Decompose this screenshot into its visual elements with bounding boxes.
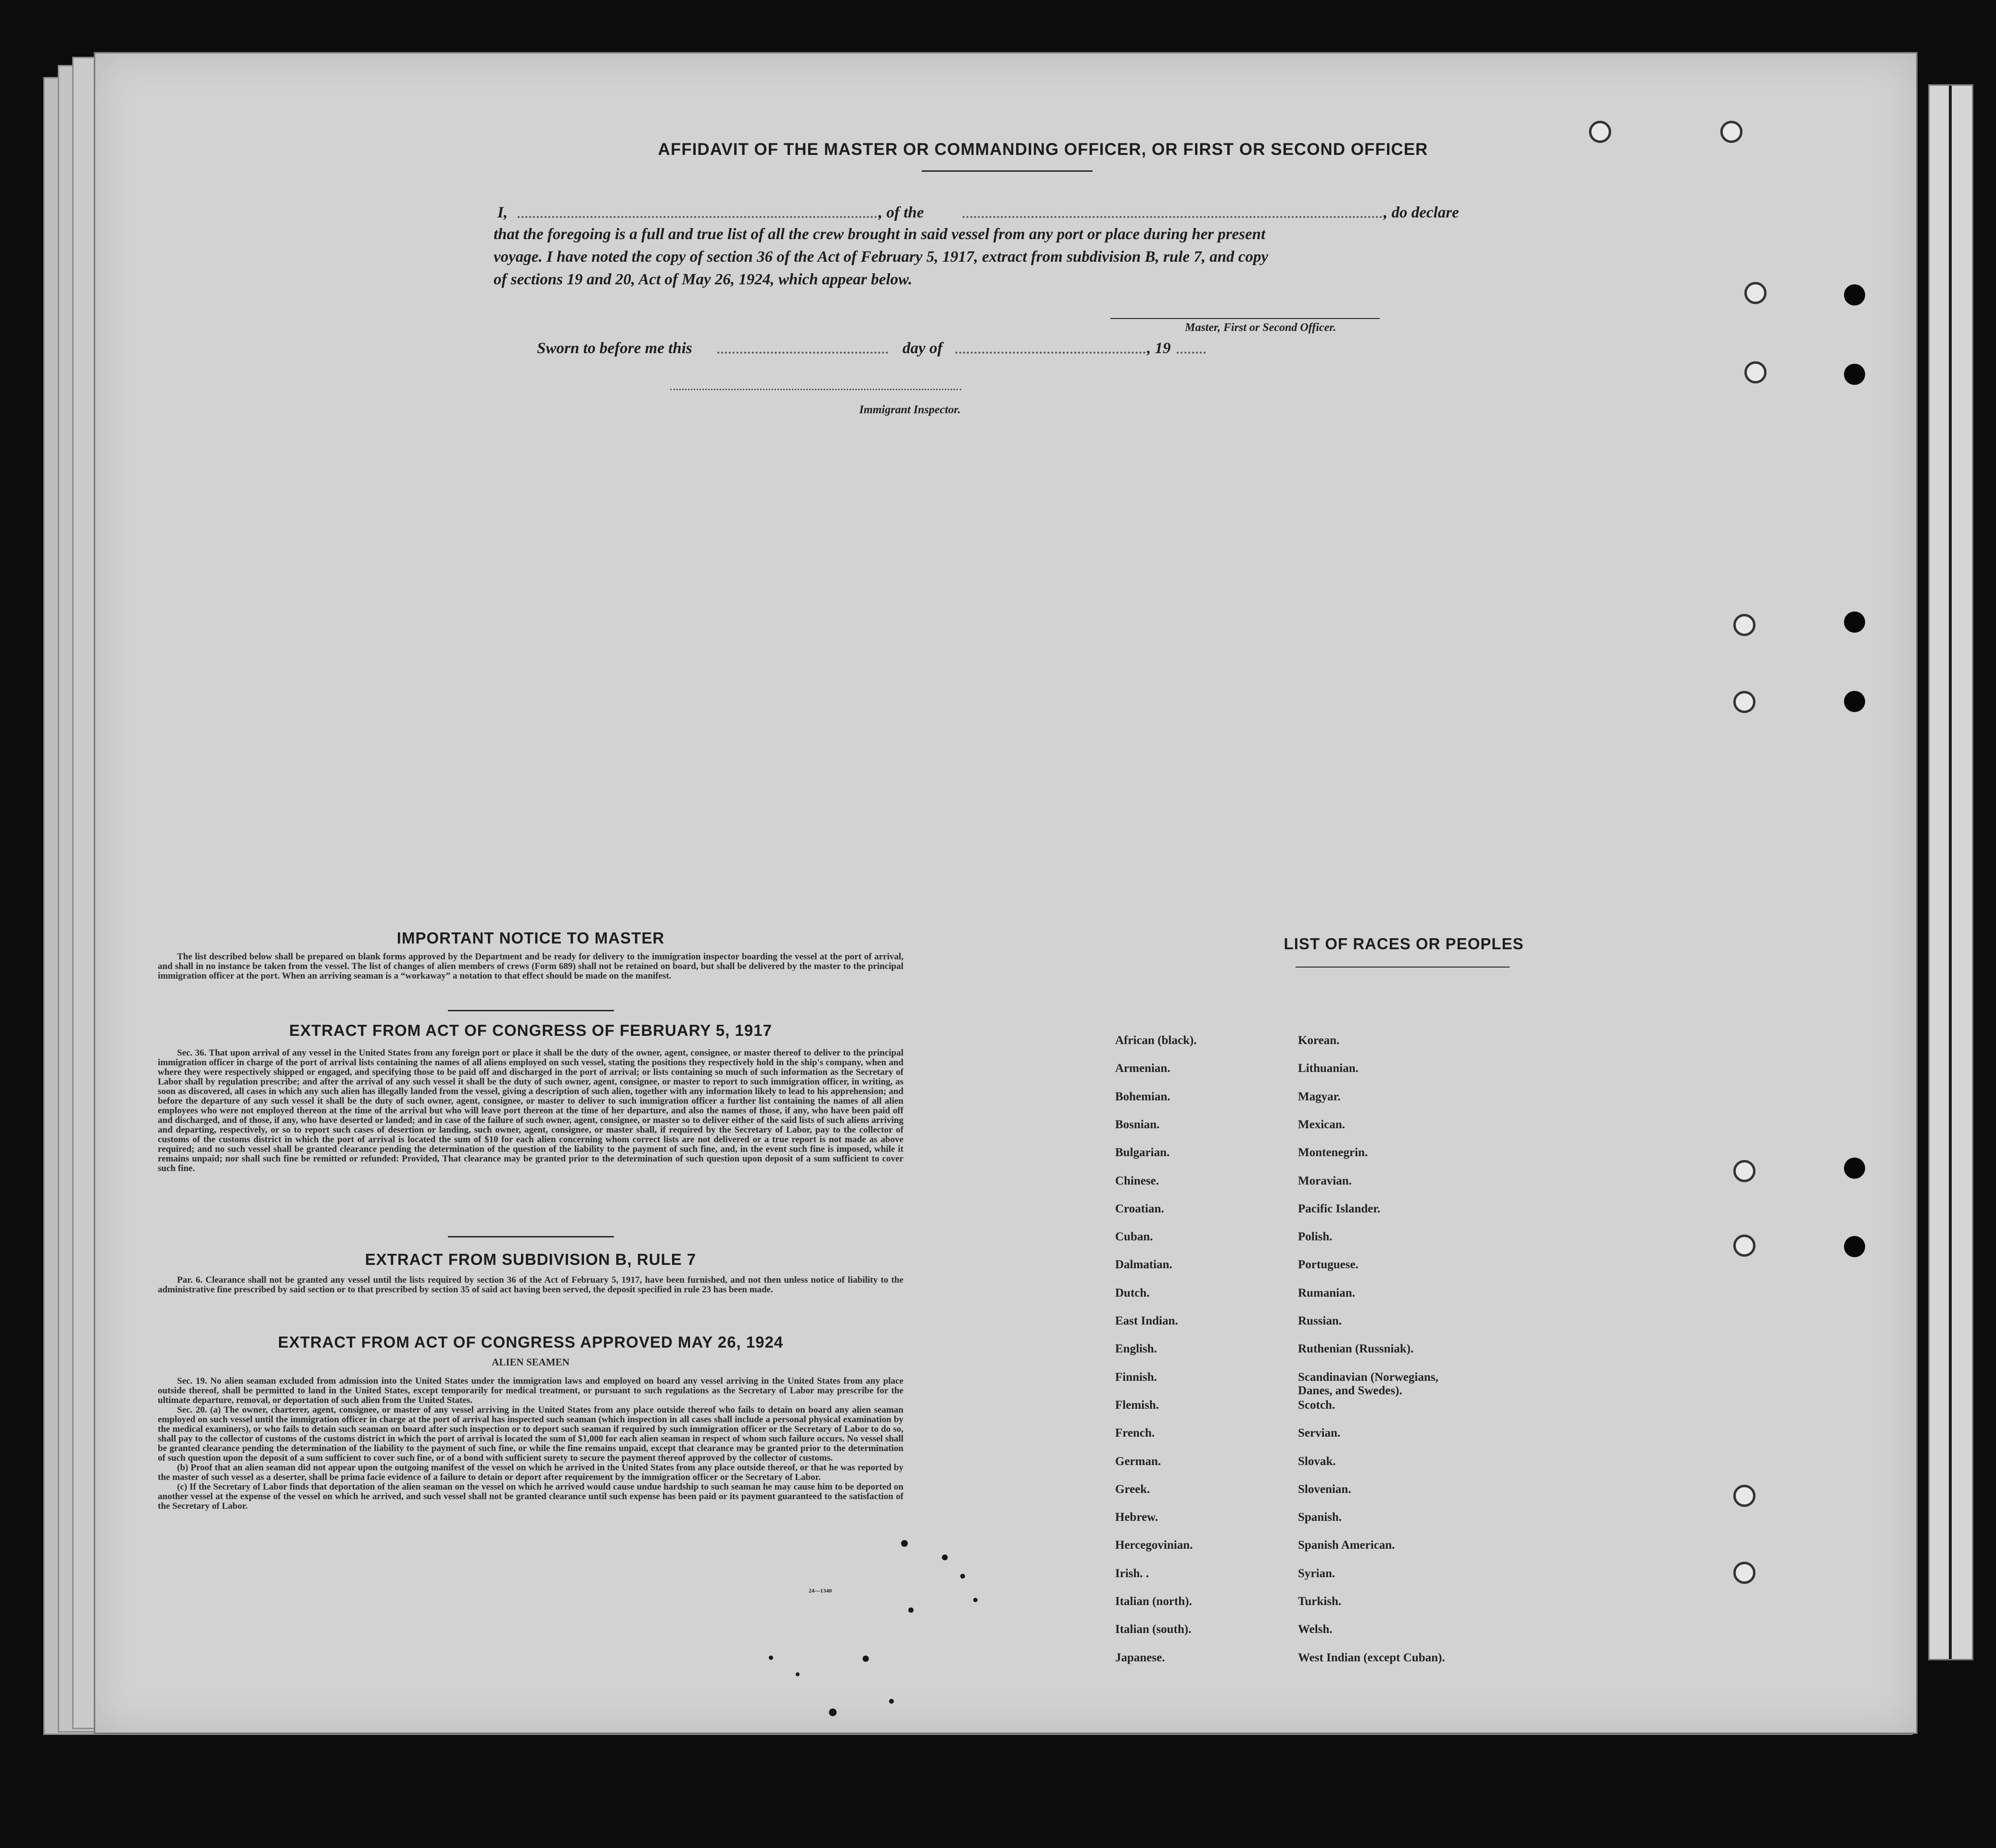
race-item: Spanish. [1298,1511,1342,1524]
race-item: Bohemian. [1115,1090,1170,1103]
sec19-text: Sec. 19. No alien seaman excluded from admission into the United States under the immigration laws and employed on board any vessel arriving in the United States from any place outside thereof, shall be permitted to land in the United States, except temporarily for medical treatment, or pursuant to such regulations as the Secretary of Labor may prescribe for the ultimate departure, removal, or deportation of such alien from the United States. [158,1376,903,1405]
inspector-signature-line[interactable] [670,389,961,390]
race-item: Russian. [1298,1314,1342,1327]
binder-hole [1844,612,1865,633]
extract-1917-title: EXTRACT FROM ACT OF CONGRESS OF FEBRUARY 5, 1917 [289,1021,772,1039]
race-item: Hebrew. [1115,1511,1158,1524]
races-title: LIST OF RACES OR PEOPLES [1284,935,1524,953]
race-item: Finnish. [1115,1370,1157,1384]
binder-hole [1844,691,1865,712]
rule7-text: Par. 6. Clearance shall not be granted any vessel until the lists required by section 36 of the Act of February 5, 1917, have been furnished, and not then unless notice of liability to the administrative fine prescribed by said section or to that prescribed by section 35 of said act having been served, the deposit specified in rule 23 has been made. [158,1275,903,1295]
ink-spot [889,1699,894,1704]
name-blank[interactable] [518,216,881,218]
notice-text: The list described below shall be prepared on blank forms approved by the Department and be ready for delivery to the immigration inspector boarding the vessel at the port of arrival, and shall in no instance be taken from the vessel. The list of changes of alien members of crews (Form 689) shall not be retained on board, but shall be delivered by the master to the principal immigration officer at the port. When an arriving seaman is a “workaway” a notation to that effect should be made on the manifest. [158,952,903,981]
race-item: Korean. [1298,1034,1340,1047]
ink-spot [973,1598,978,1602]
race-item: Ruthenian (Russniak). [1298,1342,1414,1356]
binder-strip [1928,84,1973,1660]
race-item: Cuban. [1115,1230,1153,1244]
month-blank[interactable] [955,352,1145,354]
extract-1917-body [158,1048,903,1173]
ink-spot [960,1574,965,1579]
race-item: Mexican. [1298,1118,1345,1131]
year-label: , 19 [1147,340,1171,357]
race-item: Irish. . [1115,1567,1149,1580]
extract-1924-body [158,1376,903,1511]
affidavit-title: AFFIDAVIT OF THE MASTER OR COMMANDING OFFICER, OR FIRST OR SECOND OFFICER [658,140,1428,159]
manifest-page [94,52,1918,1734]
extract-1924-title: EXTRACT FROM ACT OF CONGRESS APPROVED MAY 26, 1924 [278,1333,784,1351]
vessel-blank[interactable] [963,216,1386,218]
race-item: West Indian (except Cuban). [1298,1651,1445,1664]
day-blank[interactable] [717,352,888,354]
race-item: African (black). [1115,1034,1197,1047]
race-item: Syrian. [1298,1567,1335,1580]
notice-body [158,952,903,981]
binder-strip-edge [1949,86,1952,1659]
race-item: Dalmatian. [1115,1258,1172,1272]
ink-spot [942,1555,948,1560]
binder-hole [1733,691,1755,713]
race-item: Slovenian. [1298,1482,1351,1496]
race-item: English. [1115,1342,1157,1356]
race-item: Armenian. [1115,1062,1170,1075]
race-item: Turkish. [1298,1595,1342,1608]
race-item: Rumanian. [1298,1286,1355,1300]
form-number: 24—1340 [809,1587,832,1594]
race-item: Bosnian. [1115,1118,1160,1131]
ink-spot [908,1607,914,1613]
binder-hole [1844,364,1865,385]
binder-hole [1720,121,1742,143]
of-the-label: , of the [878,204,924,221]
binder-hole [1733,1235,1755,1257]
races-underline [1296,967,1510,968]
title-underline [922,170,1093,172]
race-item: Portuguese. [1298,1258,1359,1272]
binder-hole [1744,282,1767,304]
extract-1917-divider [448,1236,614,1237]
notice-divider [448,1010,614,1011]
binder-hole [1733,1562,1755,1584]
race-item: Bulgarian. [1115,1146,1170,1160]
sec20a-text: Sec. 20. (a) The owner, charterer, agent, consignee, or master of any vessel arriving in the United States from any place outside thereof who fails to detain on board any alien seaman employed on such vessel until the immigration officer in charge at the port of arrival has inspected such seaman (which inspection in all cases shall include a personal physical examination by the medical examiners), or who fails to detain such seaman on board after such inspection or to deport such seaman if required by such immigration officer or the Secretary of Labor to do so, shall pay to the collector of customs of the customs district in which the port of arrival is located the sum of $1,000 for each alien seaman in respect of whom such failure occurs. No vessel shall be granted clearance pending the determination of the liability to the payment of such fine, or while the fine remains unpaid, except that clearance may be granted prior to the determination of such question upon the deposit of a sum sufficient to cover such fine, or of a bond with sufficient surety to secure the payment thereof approved by the collector of customs. [158,1405,903,1463]
ink-spot [829,1708,837,1716]
sec20b-text: (b) Proof that an alien seaman did not appear upon the outgoing manifest of the vessel on which he arrived in the United States from any place outside thereof, or that he was reported by the master of such vessel as a deserter, shall be prima facie evidence of a failure to detain or deport after requirement by the immigration officer or the Secretary of Labor. [158,1463,903,1482]
master-label: Master, First or Second Officer. [1185,321,1336,334]
year-blank[interactable] [1177,352,1206,354]
extract-1917-text: Sec. 36. That upon arrival of any vessel in the United States from any foreign port or place it shall be the duty of the owner, agent, consignee, or master thereof to deliver to the principal immigration officer in charge of the port of arrival lists containing the names of all aliens employed on such vessel, stating the positions they respectively hold in the ship's company, when and where they were respectively shipped or engaged, and specifying those to be paid off and discharged in the port of arrival; or lists containing so much of such information as the Secretary of Labor shall by regulation prescribe; and after the arrival of any such vessel it shall be the duty of such owner, agent, consignee, or master to report to such immigration officer, in writing, as soon as discovered, all cases in which any such alien has illegally landed from the vessel, giving a description of such alien, together with any information likely to lead to his apprehension; and before the departure of any such vessel it shall be the duty of such owner, agent, consignee, or master to deliver to such immigration officer a further list containing the names of all alien employees who were not employed thereon at the time of the arrival but who will leave port thereon at the time of her departure, and also the names of those, if any, who have been paid off and discharged, and of those, if any, who have deserted or landed; and in case of the failure of such owner, agent, consignee, or master so to deliver either of the said lists of such aliens arriving and departing, respectively, or so to report such cases of desertion or landing, such owner, agent, consignee, or master shall, if required by the Secretary of Labor, pay to the collector of customs of the customs district in which the port of arrival is located the sum of $10 for each alien concerning whom correct lists are not delivered or a true report is not made as above required; and no such vessel shall be granted clearance pending the determination of the question of the liability to the payment of such fine, and, in the event such fine is imposed, while it remains unpaid; nor shall such fine be remitted or refunded: Provided, That clearance may be granted prior to the determination of such question upon deposit of a sum sufficient to cover such fine. [158,1048,903,1173]
race-item: Magyar. [1298,1090,1341,1103]
binder-hole [1733,614,1755,636]
race-item: Pacific Islander. [1298,1202,1381,1215]
ink-spot [901,1540,908,1547]
binder-hole [1589,121,1611,143]
affidavit-line-3: voyage. I have noted the copy of section 36 of the Act of February 5, 1917, extract from subdivision B, rule 7, and copy [494,248,1269,266]
race-item: Dutch. [1115,1286,1150,1300]
rule7-body [158,1275,903,1295]
race-item: French. [1115,1427,1155,1440]
affidavit-line-1 [494,202,1509,226]
binder-hole [1733,1160,1755,1182]
sworn-label: Sworn to before me this [537,340,692,357]
rule7-title: EXTRACT FROM SUBDIVISION B, RULE 7 [365,1250,697,1268]
race-item: Polish. [1298,1230,1333,1244]
race-item: Scotch. [1298,1398,1335,1412]
race-item: Greek. [1115,1482,1150,1496]
binder-hole [1844,1236,1865,1257]
race-item: German. [1115,1454,1161,1468]
alien-seamen-subtitle: ALIEN SEAMEN [492,1356,570,1368]
race-item: Lithuanian. [1298,1062,1359,1075]
race-item: Italian (north). [1115,1595,1192,1608]
race-item: Welsh. [1298,1623,1333,1636]
race-item: Moravian. [1298,1174,1352,1187]
sec20c-text: (c) If the Secretary of Labor finds that deportation of the alien seaman on the vessel on which he arrived would cause undue hardship to such seaman he may cause him to be deported on another vessel at the expense of the vessel on which he arrived, and such vessel shall not be granted clearance until such expense has been paid or its payment guaranteed to the satisfaction of the Secretary of Labor. [158,1482,903,1511]
race-item: Croatian. [1115,1202,1164,1215]
race-item: Montenegrin. [1298,1146,1368,1160]
notice-title: IMPORTANT NOTICE TO MASTER [396,929,665,947]
inspector-label: Immigrant Inspector. [859,404,961,416]
master-signature-line[interactable] [1110,318,1380,319]
ink-spot [863,1656,869,1662]
binder-hole [1844,1158,1865,1179]
race-item: Chinese. [1115,1174,1159,1187]
binder-hole [1744,361,1767,383]
race-item: Slovak. [1298,1454,1336,1468]
affidavit-line-2: that the foregoing is a full and true list of all the crew brought in said vessel from any port or place during her present [494,226,1266,243]
race-item: Flemish. [1115,1398,1159,1412]
affidavit-line-4: of sections 19 and 20, Act of May 26, 1924, which appear below. [494,271,913,288]
ink-spot [796,1672,800,1676]
binder-hole [1844,284,1865,306]
race-item: Servian. [1298,1427,1341,1440]
race-item: Italian (south). [1115,1623,1192,1636]
binder-hole [1733,1485,1755,1507]
sworn-line [537,337,1307,361]
ink-spot [769,1656,773,1660]
race-item: Scandinavian (Norwegians, Danes, and Swedes). [1298,1370,1438,1397]
day-of-label: day of [903,340,943,357]
i-label: I, [497,204,508,221]
declare-label: , do declare [1384,204,1459,221]
race-item: Japanese. [1115,1651,1165,1664]
race-item: Hercegovinian. [1115,1539,1193,1552]
race-item: East Indian. [1115,1314,1178,1327]
race-item: Spanish American. [1298,1539,1395,1552]
